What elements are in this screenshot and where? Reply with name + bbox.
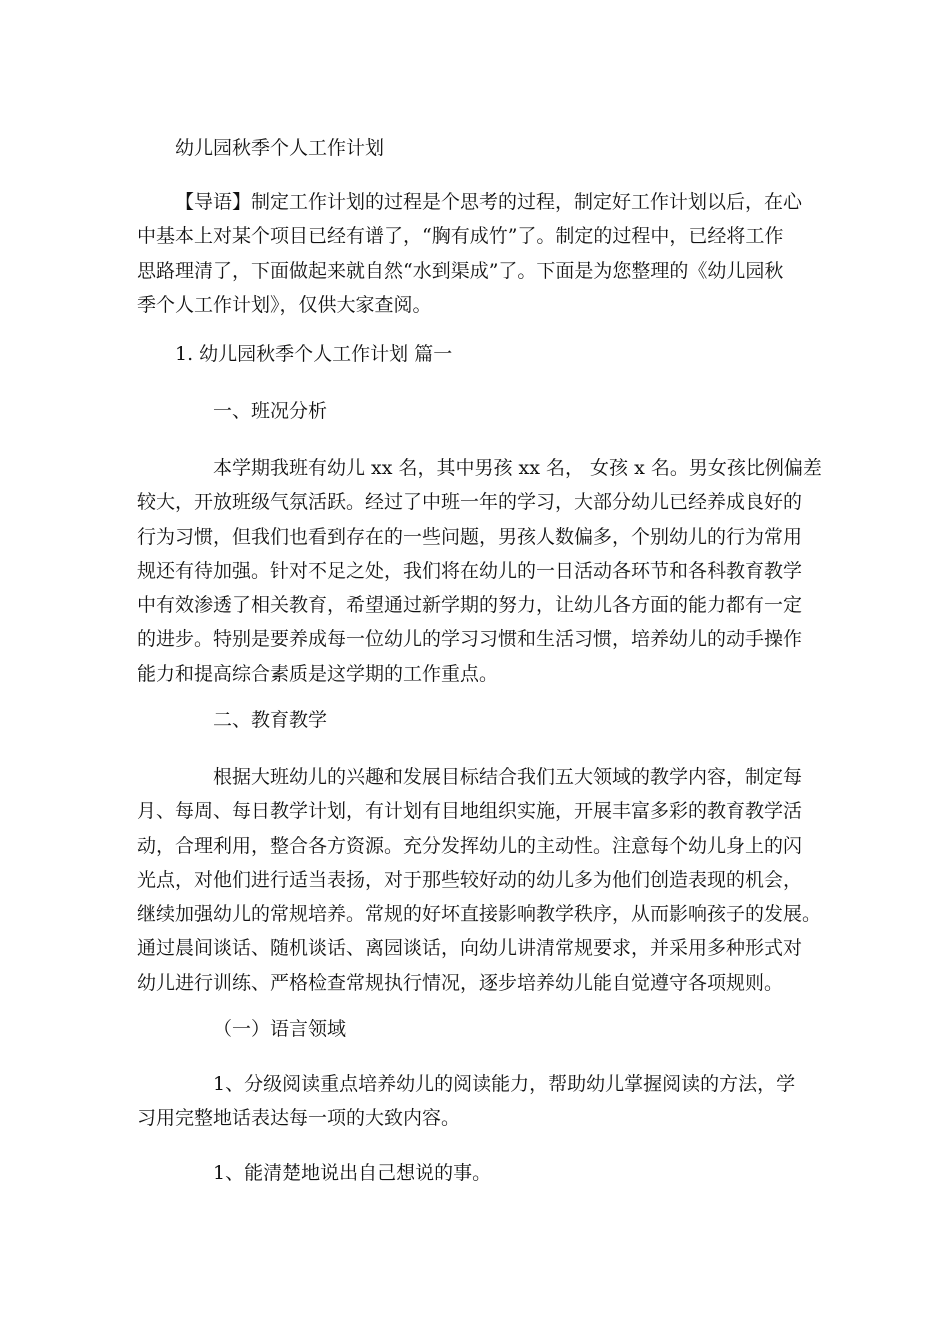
subheading-language-domain: （一）语言领域 xyxy=(213,1018,347,1040)
class-analysis-paragraph xyxy=(137,451,827,691)
section-title: 1. 幼儿园秋季个人工作计划 篇一 xyxy=(175,343,453,365)
paragraph-line: 光点，对他们进行适当表扬，对于那些较好动的幼儿多为他们创造表现的机会， xyxy=(137,868,803,891)
paragraph-line: 根据大班幼儿的兴趣和发展目标结合我们五大领域的教学内容，制定每 xyxy=(213,766,803,788)
paragraph-line: 能力和提高综合素质是这学期的工作重点。 xyxy=(137,662,499,685)
paragraph-line: 通过晨间谈话、随机谈话、离园谈话，向幼儿讲清常规要求，并采用多种形式对 xyxy=(137,937,803,960)
language-item-paragraph xyxy=(137,1067,827,1136)
paragraph-line: 幼儿进行训练、严格检查常规执行情况，逐步培养幼儿能自觉遵守各项规则。 xyxy=(137,971,784,994)
paragraph-line: 本学期我班有幼儿 xx 名，其中男孩 xx 名， 女孩 x 名。男女孩比例偏差 xyxy=(213,457,822,479)
intro-line: 【导语】制定工作计划的过程是个思考的过程，制定好工作计划以后，在心 xyxy=(175,191,803,213)
paragraph-line: 继续加强幼儿的常规培养。常规的好坏直接影响教学秩序，从而影响孩子的发展。 xyxy=(137,903,822,926)
paragraph-line: 较大，开放班级气氛活跃。经过了中班一年的学习，大部分幼儿已经养成良好的 xyxy=(137,491,803,514)
paragraph-line: 规还有待加强。针对不足之处，我们将在幼儿的一日活动各环节和各科教育教学 xyxy=(137,559,803,582)
heading-class-analysis: 一、班况分析 xyxy=(213,400,328,422)
education-teaching-paragraph xyxy=(137,760,827,1000)
intro-line: 季个人工作计划》，仅供大家查阅。 xyxy=(137,293,432,316)
intro-line: 中基本上对某个项目已经有谱了，“胸有成竹”了。制定的过程中，已经将工作 xyxy=(137,225,784,248)
heading-education-teaching: 二、教育教学 xyxy=(213,709,328,731)
language-item-2: 1、能清楚地说出自己想说的事。 xyxy=(213,1162,492,1184)
document-title: 幼儿园秋季个人工作计划 xyxy=(175,137,385,159)
paragraph-line: 的进步。特别是要养成每一位幼儿的学习习惯和生活习惯，培养幼儿的动手操作 xyxy=(137,628,803,651)
paragraph-line: 中有效渗透了相关教育，希望通过新学期的努力，让幼儿各方面的能力都有一定 xyxy=(137,594,803,617)
intro-paragraph xyxy=(137,185,827,322)
paragraph-line: 习用完整地话表达每一项的大致内容。 xyxy=(137,1107,461,1130)
paragraph-line: 月、每周、每日教学计划，有计划有目地组织实施，开展丰富多彩的教育教学活 xyxy=(137,800,803,823)
intro-line: 思路理清了，下面做起来就自然“水到渠成”了。下面是为您整理的《幼儿园秋 xyxy=(137,259,784,282)
paragraph-line: 动，合理利用，整合各方资源。充分发挥幼儿的主动性。注意每个幼儿身上的闪 xyxy=(137,834,803,857)
paragraph-line: 行为习惯，但我们也看到存在的一些问题，男孩人数偏多，个别幼儿的行为常用 xyxy=(137,525,803,548)
paragraph-line: 1、分级阅读重点培养幼儿的阅读能力，帮助幼儿掌握阅读的方法，学 xyxy=(213,1073,796,1095)
